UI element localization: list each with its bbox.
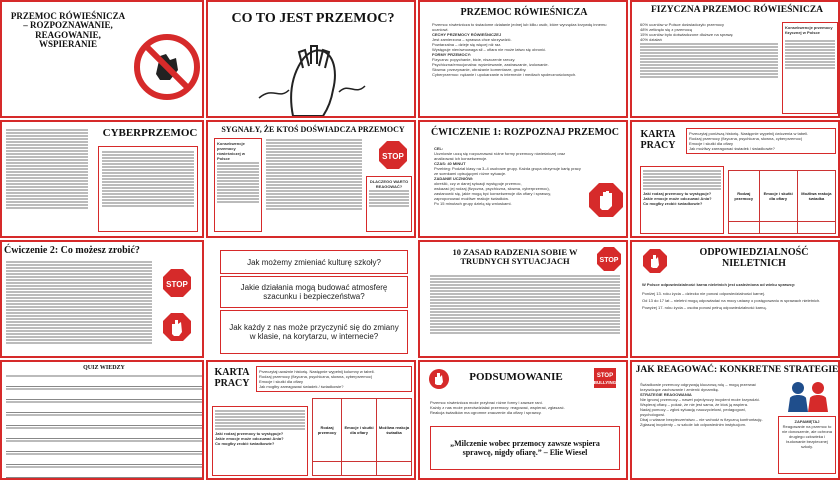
sidebox-title: Konsekwencje przemocy fizycznej w Polsce (785, 25, 833, 35)
why-react-title: DLACZEGO WARTO REAGOWAĆ? (369, 179, 409, 189)
juvenile-text (642, 282, 832, 310)
cyber-title: CYBERPRZEMOC (102, 127, 198, 139)
signals-title: SYGNAŁY, ŻE KTOŚ DOŚWIADCZA PRZEMOCY (221, 125, 405, 134)
slide-ten-rules (418, 240, 628, 358)
juvenile-title: ODPOWIEDZIALNOŚĆ NIELETNICH (699, 247, 809, 269)
slide-peer-violence-title: PRZEMOC RÓWIEŚNICZA (460, 7, 588, 18)
summary-title: PODSUMOWANIE (469, 371, 563, 383)
table-header: Emocje i skutki dla ofiary (759, 171, 797, 222)
svg-text:STOP: STOP (166, 280, 188, 289)
question-1-text: Jak możemy zmieniać kulturę szkoły? (247, 257, 381, 267)
worksheet-2-instructions (256, 366, 412, 392)
text-line: Rodzaj przemocy (fizyczna, psychiczna, słowna, cyberprzemoc) (689, 136, 803, 141)
text-line: Uczniowie uczą się rozpoznawać różne formy przemocy rówieśniczej oraz analizować ich konsekwencje. (434, 151, 566, 161)
text-line: Zgłaszaj incydenty – w szkole lub odpowiednim instytucjom. (640, 422, 747, 427)
slide-worksheet-2 (206, 360, 416, 480)
remember-box (778, 416, 836, 474)
text-line: wskazać jej rodzaj (fizyczna, psychiczna, słowna, cyberprzemoc), (434, 186, 550, 191)
stop-hand-icon (642, 248, 668, 274)
table-cell[interactable] (729, 222, 760, 234)
worksheet-table (728, 170, 836, 234)
worksheet-2-story (212, 406, 308, 476)
summary-quote: „Milczenie wobec przemocy zawsze wspiera sprawcę, nigdy ofiarę.” – Elie Wiesel (450, 439, 600, 457)
question-box-2 (220, 276, 408, 308)
text-line: Nie ignoruj przemocy – nawet pojedynczy incydent może krzywdzić. (640, 397, 761, 402)
text-line: Wspieraj ofiarę – pokaż, że nie jest sama, że ktoś ją wspiera. (640, 402, 749, 407)
question: Co mogłby zrobić świadkowie? (215, 441, 275, 446)
table-cell[interactable] (759, 222, 797, 234)
text-line: CZAS: 40 MINUT (434, 161, 466, 166)
stop-hand-icon (378, 140, 408, 170)
svg-text:STOP: STOP (599, 257, 619, 264)
bullet: 48% zetknęło się z przemocą (640, 27, 693, 32)
text-line: Powtarzalna – dzieje się więcej niż raz. (432, 42, 502, 47)
text-line: Emocje i skutki dla ofiary (689, 141, 734, 146)
worksheet-instructions (686, 128, 836, 154)
slide-discussion-questions (206, 240, 416, 358)
stop-hand-icon (162, 312, 192, 342)
text-line: zaproponować możliwe reakcje świadków. (434, 196, 509, 201)
text-line: Słowna: przezywanie, obrażanie komentarze, groźby. (432, 67, 527, 72)
text-line: Jest zamierzona – sprawca chce skrzywdzić. (432, 37, 512, 42)
remember-title: ZAPAMIĘTAJ (794, 419, 820, 424)
bullet: 15% uczniów było doświadczone dłuższe na sprawę (640, 32, 733, 37)
text-line: Powyżej 17. roku życia – osoba ponosi pełną odpowiedzialność karną. (642, 305, 767, 310)
stop-sign-icon (162, 268, 192, 298)
signals-box (214, 138, 262, 232)
question-3-text: Jak każdy z nas może przyczynić się do zmiany w klasie, na korytarzu, w internecie? (229, 323, 399, 341)
question-2-text: Jakie działania mogą budować atmosferę szacunku i bezpieczeństwa? (240, 283, 388, 301)
text-line: określić, czy w danej sytuacji występuje przemoc, (434, 181, 522, 186)
hand-stop-illustration (253, 38, 369, 118)
text-line: CEL: (434, 146, 444, 151)
text-line: Poniżej 13. roku życia – dziecko nie ponosi odpowiedzialności karnej. (642, 291, 765, 296)
table-header: Możliwa reakcja świadka (377, 399, 412, 462)
stop-hand-icon (428, 368, 450, 390)
exercise-2-title: Ćwiczenie 2: Co możesz zrobić? (4, 245, 140, 256)
summary-quote-box (430, 426, 620, 470)
ten-rules-title: 10 ZASAD RADZENIA SOBIE W TRUDNYCH SYTUACJACH (452, 247, 578, 266)
text-line: ZADANIE UCZNIÓW: (434, 176, 474, 181)
text-line: Fizyczna: popychanie, bicie, niszczenie rzeczy. (432, 57, 516, 62)
text-line: Przeczytaj poniższą historię. Następnie wypełnij ćwiczenia w tabeli. (689, 131, 809, 136)
worksheet-story (640, 166, 724, 234)
support-people-icon (782, 380, 834, 412)
text-line: Psychiczna/emocjonalna: wyśmiewanie, zastraszanie, izolowanie. (432, 62, 549, 67)
question-box-3 (220, 310, 408, 354)
slide-cyberbullying (0, 120, 204, 238)
slide-exercise-2 (0, 240, 204, 358)
table-header: Możliwa reakcja świadka (797, 171, 835, 222)
slide-title (0, 0, 204, 118)
table-cell[interactable] (377, 461, 412, 475)
slide-title-text: PRZEMOC RÓWIEŚNICZA – ROZPOZNAWANIE, REAGOWANIE, WSPIERANIE (10, 11, 126, 50)
question-box-1 (220, 250, 408, 274)
slide-physical-title: FIZYCZNA PRZEMOC RÓWIEŚNICZA (650, 5, 824, 15)
slide-worksheet (630, 120, 840, 238)
table-cell[interactable] (797, 222, 835, 234)
question: Co mogłby zrobić świadkowie? (643, 201, 703, 206)
bullet: 40% działań (640, 37, 662, 42)
text-line: Jak mogłby zareagować świadek / świadkowie? (259, 384, 344, 389)
cyber-box (98, 146, 198, 232)
text-line: Rodzaj przemocy (fizyczna, psychiczna, słowna, cyberprzemoc) (259, 374, 373, 379)
question: Jakie emocje może odczuwać Ania? (643, 196, 712, 201)
text-line: Dbaj o własne bezpieczeństwo – nie wchodź w fizyczną konfrontację. (640, 417, 763, 422)
slide-peer-violence (418, 0, 628, 118)
table-cell[interactable] (342, 461, 377, 475)
slide-juvenile-responsibility (630, 240, 840, 358)
table-cell[interactable] (313, 461, 342, 475)
exercise-2-text (6, 260, 152, 345)
worksheet-title: KARTA PRACY (640, 129, 676, 151)
slide-strategies (630, 360, 840, 480)
stop-bullying-badge (586, 366, 624, 396)
text-line: Po 15 minutach grupy dzielą się wnioskami. (434, 201, 512, 206)
bullet: Reakcja świadków ma ogromne znaczenie dla ofiary i sprawcy. (430, 410, 542, 415)
signals-box-title: Konsekwencje przemocy rówieśniczej w Polsce (217, 141, 246, 161)
quiz-lines (6, 374, 202, 478)
exercise-1-text (434, 146, 584, 206)
slide-quiz (0, 360, 204, 480)
text-line: zastanowić się, jakie mogą być konsekwencje dla ofiary i sprawcy, (434, 191, 552, 196)
exercise-1-title: ĆWICZENIE 1: ROZPOZNAJ PRZEMOC (430, 127, 620, 138)
no-violence-icon (134, 34, 200, 100)
ten-rules-list (430, 274, 620, 335)
text-line: Występuje nierównowaga sił – ofiara nie może łatwo się obronić. (432, 47, 547, 52)
table-header: Rodzaj przemocy (729, 171, 760, 222)
table-header: Emocje i skutki dla ofiary (342, 399, 377, 462)
summary-bullets (430, 400, 622, 415)
bullet: 60% uczniów w Polsce doświadczyło przemocy (640, 22, 725, 27)
slide-what-is-violence (206, 0, 416, 118)
text-line: Przemoc rówieśnicza to świadome działanie jednej lub kilku osób, które wyrządza krzywdę innemu uczniowi. (432, 22, 607, 32)
text-line: Od 13 do 17 lat – nieletni mogą odpowiadać na mocy ustawy o postępowaniu w sprawach nieletnich. (642, 298, 821, 303)
svg-text:STOP: STOP (382, 152, 404, 161)
stop-hand-icon (596, 246, 622, 272)
svg-text:BULLYING: BULLYING (593, 380, 617, 385)
table-header: Rodzaj przemocy (313, 399, 342, 462)
question: Jakie emocje może odczuwać Ania? (215, 436, 284, 441)
svg-text:STOP: STOP (596, 373, 614, 379)
text-line: Jak możliwy zareagować świadek / świadkowie? (689, 146, 775, 151)
question: Jaki rodzaj przemocy tu występuje? (643, 191, 712, 196)
physical-sidebox (782, 22, 838, 114)
quiz-title: QUIZ WIEDZY (83, 365, 125, 371)
text-line: CECHY PRZEMOCY RÓWIEŚNICZEJ (432, 32, 502, 37)
slide-summary (418, 360, 628, 480)
text-line: FORMY PRZEMOCY: (432, 52, 472, 57)
signals-list (266, 138, 362, 211)
text-line: Świadkowie przemocy odgrywają kluczową rolę – mogą przerwać krzywdzące zachowanie i zmienić dynamikę. (640, 382, 757, 392)
bullet: Każdy z nas może przeciwdziałać przemocy: reagować, wspierać, zgłaszać. (430, 405, 565, 410)
text-line: W Polsce odpowiedzialność karna nieletnich jest uzależniona od wieku sprawcy: (642, 282, 796, 287)
why-react-box (366, 176, 412, 232)
slide-signals (206, 120, 416, 238)
text-line: STRATEGIE REAGOWANIA (640, 392, 692, 397)
physical-bullets (640, 22, 778, 79)
text-line: Przeczytaj uważnie historię. Następnie wypełnij kolumny w tabeli. (259, 369, 375, 374)
worksheet-2-title: KARTA PRACY (214, 367, 250, 389)
text-line: Emocje i skutki dla ofiary (259, 379, 304, 384)
slide-what-is-violence-title: CO TO JEST PRZEMOC? (231, 11, 395, 26)
text-line: Cyberprzemoc: nękanie i upokarzanie w internecie i mediach społecznościowych. (432, 72, 577, 77)
cyber-text (6, 128, 88, 210)
question: Jaki rodzaj przemocy tu występuje? (215, 431, 284, 436)
text-line: Nadaj pomocy – zgłoś sytuację nauczycielowi, pedagogowi, psychologowi. (640, 407, 746, 417)
text-line: Przebieg: Podział klasy na 3–4 osobowe grupy. Każda grupa otrzymuje kartę pracy ze scenkami opisującymi różne sytuacje. (434, 166, 581, 176)
worksheet-2-table (312, 398, 412, 476)
strategies-title: JAK REAGOWAĆ: KONKRETNE STRATEGIE (635, 365, 839, 375)
peer-violence-text (432, 22, 618, 77)
slide-physical-violence (630, 0, 840, 118)
strategies-text (640, 382, 772, 427)
stop-hand-icon (588, 182, 624, 218)
bullet: Przemoc rówieśnicza może przybrać różne formy i zawsze rani. (430, 400, 543, 405)
remember-text: Reagowanie na przemoc to nie donoszenie, ale ochrona drugiego człowieka i budowanie bezpiecznej szkoły. (781, 424, 833, 449)
slide-exercise-1 (418, 120, 628, 238)
